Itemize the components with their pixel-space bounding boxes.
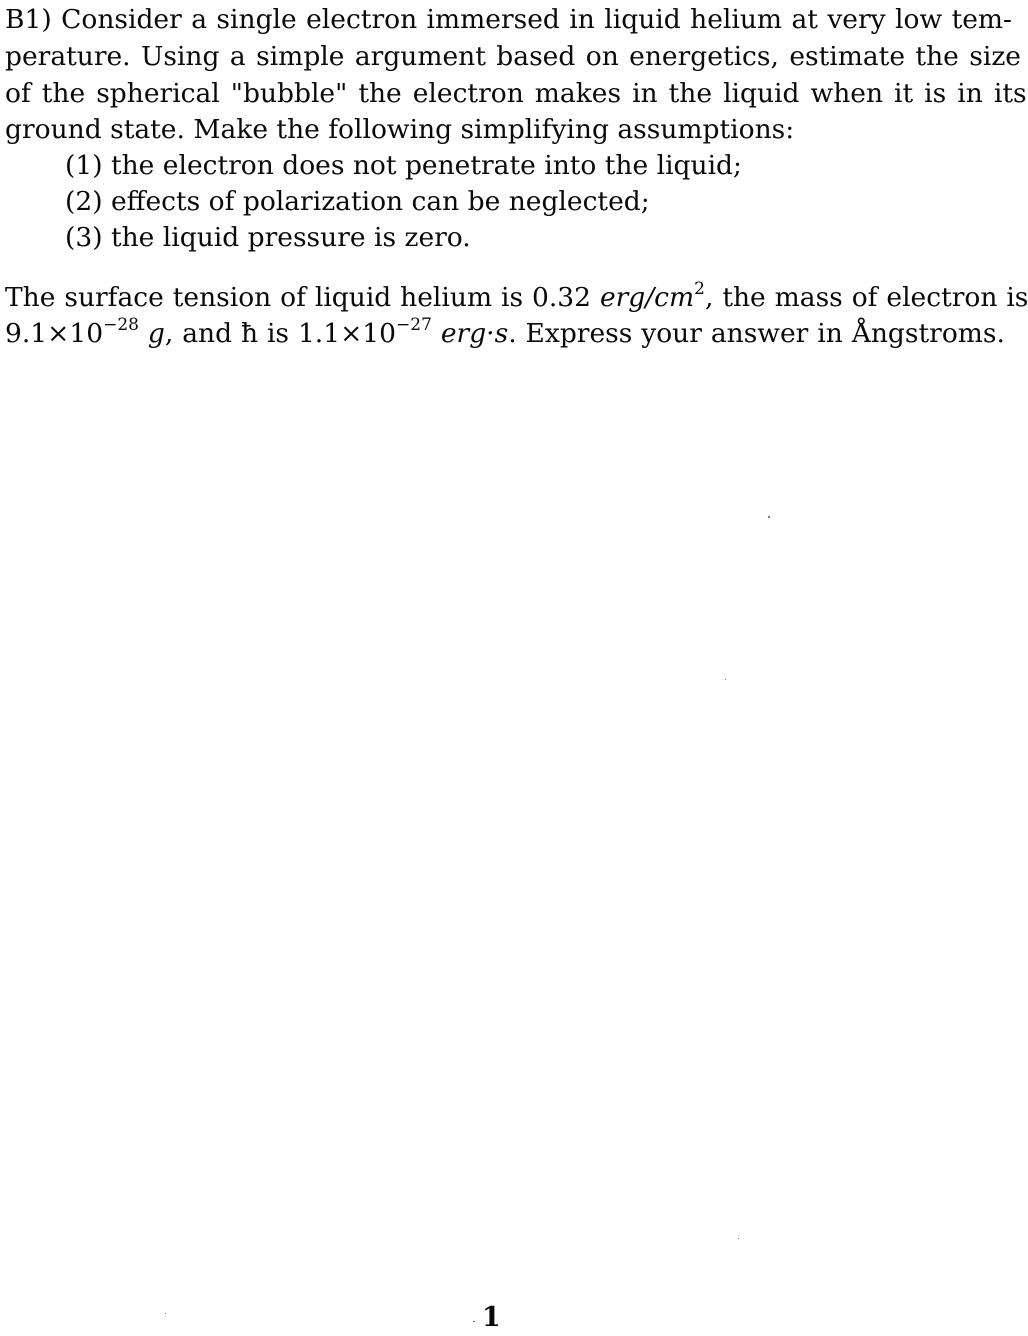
electron-mass-value: 9.1×10 xyxy=(5,318,104,349)
problem-text-line-1: B1) Consider a single electron immersed in liquid helium at very low tem- xyxy=(5,4,1012,35)
scan-speck xyxy=(473,1321,475,1322)
assumption-item-1: (1) the electron does not penetrate into the liquid; xyxy=(65,150,742,181)
scan-speck xyxy=(768,516,770,518)
surface-tension-text: The surface tension of liquid helium is 0.32 xyxy=(5,282,600,313)
answer-instruction: . Express your answer in Ångstroms. xyxy=(508,318,1005,349)
scan-speck xyxy=(725,679,726,680)
problem-text-line-3: of the spherical "bubble" the electron makes in the liquid when it is in its xyxy=(5,78,1027,109)
assumption-item-3: (3) the liquid pressure is zero. xyxy=(65,222,471,253)
scan-speck xyxy=(738,1238,739,1239)
hbar-unit: erg·s xyxy=(431,318,509,349)
assumption-item-2: (2) effects of polarization can be neglected; xyxy=(65,186,650,217)
electron-mass-exponent: −28 xyxy=(103,315,139,336)
given-values-line-2 xyxy=(5,316,1005,352)
unit-exponent: 2 xyxy=(694,279,705,300)
surface-tension-unit: erg/cm xyxy=(599,282,695,313)
problem-text-line-2: perature. Using a simple argument based on energetics, estimate the size xyxy=(5,41,1021,72)
hbar-exponent: −27 xyxy=(396,315,432,336)
page-number: 1 xyxy=(482,1302,501,1333)
given-values-line-1 xyxy=(5,280,1028,316)
problem-text-line-4: ground state. Make the following simplifying assumptions: xyxy=(5,114,795,145)
scan-speck xyxy=(165,1313,166,1314)
electron-mass-lead-text: , the mass of electron is xyxy=(704,282,1028,313)
hbar-text: , and ħ is 1.1×10 xyxy=(164,318,397,349)
electron-mass-unit: g xyxy=(138,318,165,349)
